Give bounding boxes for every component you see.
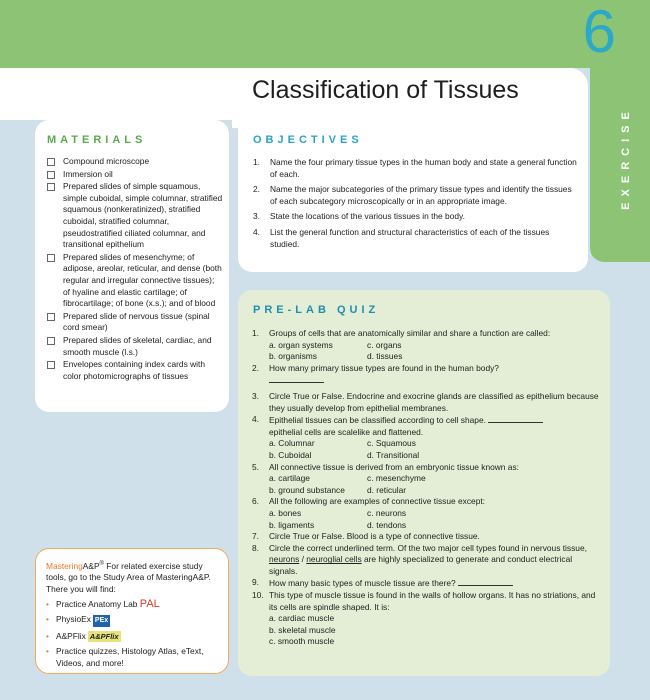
list-item: Compound microscope — [47, 156, 223, 168]
quiz-question-3: 3. Circle True or False. Endocrine and exocrine glands are classified as epithelium because they usually develop from epithelial membranes. — [252, 390, 599, 413]
quiz-options-1: a. organ systems c. organs b. organisms d. tissues — [269, 339, 403, 362]
list-item[interactable]: • A&PFlix A&PFlix — [46, 630, 119, 641]
answer-blank[interactable] — [269, 374, 324, 383]
objectives-heading: OBJECTIVES — [253, 134, 363, 146]
objectives-list — [253, 157, 578, 254]
materials-heading: MATERIALS — [47, 134, 147, 146]
materials-box — [35, 120, 229, 412]
page-title: Classification of Tissues — [252, 76, 519, 104]
quiz-question-6: 6. All the following are examples of connective tissue except: — [252, 496, 486, 507]
bullet-icon: • — [46, 646, 49, 657]
prelab-quiz-box — [238, 290, 610, 676]
list-item: 4. List the general function and structural characteristics of each of the tissues studied. — [253, 226, 550, 249]
quiz-option: b. skeletal muscle — [269, 624, 336, 635]
quiz-question-10: 10. This type of muscle tissue is found in the walls of hollow organs. It has no striations, and its cells are spindle shaped. It is: — [252, 590, 596, 612]
list-item: 2. Name the major subcategories of the primary tissue types and identify the tissues of each subcategory microscopically or in an appropriate image. — [253, 184, 572, 206]
list-item[interactable]: • PhysioEx PEx — [46, 614, 222, 626]
quiz-question-2: 2. How many primary tissue types are found in the human body? — [252, 362, 499, 373]
list-item: 3. State the locations of the various tissues in the body. — [253, 211, 465, 222]
list-item: Immersion oil — [47, 169, 223, 181]
bullet-icon: • — [46, 599, 49, 609]
quiz-options-5: a. cartilage c. mesenchyme b. ground substance d. reticular — [269, 473, 426, 495]
bullet-icon: • — [46, 630, 49, 641]
mastering-list — [46, 599, 222, 673]
checkbox[interactable] — [47, 337, 55, 345]
quiz-question-5: 5. All connective tissue is derived from an embryonic tissue known as: — [252, 461, 519, 472]
quiz-heading: PRE-LAB QUIZ — [253, 304, 380, 316]
materials-list — [47, 156, 223, 383]
quiz-question-4: 4. Epithelial tissues can be classified according to cell shape. epithelial cells are scalelike and flattened. — [252, 414, 602, 438]
apflix-logo: A&PFlix — [89, 631, 119, 641]
quiz-options-4: a. Columnar c. Squamous b. Cuboidal d. Transitional — [269, 438, 420, 460]
header-band — [0, 0, 650, 68]
quiz-option: a. cardiac muscle — [269, 613, 335, 624]
checkbox[interactable] — [47, 361, 55, 369]
pex-logo: PEx — [93, 615, 110, 626]
quiz-question-1: 1. Groups of cells that are anatomically similar and share a function are called: — [252, 328, 551, 338]
checkbox[interactable] — [47, 254, 55, 262]
checkbox[interactable] — [47, 158, 55, 166]
exercise-label — [612, 70, 640, 245]
quiz-options-6: a. bones c. neurons b. ligaments d. tendons — [269, 507, 407, 530]
list-item[interactable]: • Practice quizzes, Histology Atlas, eText, Videos, and more! — [46, 646, 204, 668]
quiz-question-7: 7. Circle True or False. Blood is a type of connective tissue. — [252, 531, 480, 542]
list-item: 1. Name the four primary tissue types in the human body and state a general function of each. — [253, 157, 577, 179]
list-item: Prepared slides of mesenchyme; of adipose, areolar, reticular, and dense (both regular and irregular connective tissues); of hyaline and elastic cartilage; of fibrocartilage; of bone (x.s.); and of blood — [47, 252, 223, 310]
answer-blank[interactable] — [458, 577, 513, 586]
list-item: Prepared slide of nervous tissue (spinal cord smear) — [47, 311, 223, 334]
list-item: Prepared slides of skeletal, cardiac, and smooth muscle (l.s.) — [47, 335, 223, 358]
mastering-ap-box — [35, 548, 229, 674]
list-item: Prepared slides of simple squamous, simple cuboidal, simple columnar, stratified squamous (nonkeratinized), stratified cuboidal, stratified columnar, pseudostratified ciliated columnar, and transitional epithelium — [47, 181, 223, 251]
checkbox[interactable] — [47, 171, 55, 179]
bullet-icon: • — [46, 614, 49, 625]
checkbox[interactable] — [47, 313, 55, 321]
quiz-option: c. smooth muscle — [269, 636, 335, 647]
list-item[interactable]: • Practice Anatomy Lab PAL — [46, 598, 160, 610]
objectives-box — [238, 120, 588, 272]
pal-logo: PAL — [139, 598, 160, 610]
quiz-questions — [252, 328, 602, 648]
exercise-word: EXERCISE — [620, 105, 633, 210]
exercise-number: 6 — [582, 0, 616, 65]
list-item: Envelopes containing index cards with color photomicrographs of tissues — [47, 359, 223, 382]
mastering-intro: MasteringA&P® For related exercise study tools, go to the Study Area of MasteringA&P. There you will find: — [46, 560, 211, 594]
mastering-brand: Mastering — [46, 560, 83, 571]
checkbox[interactable] — [47, 183, 55, 191]
quiz-question-8: 8. Circle the correct underlined term. Of the two major cell types found in nervous tissue, neurons / neuroglial cells are highly specialized to generate and conduct electrical signals. — [252, 542, 587, 576]
quiz-question-9: 9. How many basic types of muscle tissue are there? — [252, 577, 602, 590]
answer-blank[interactable] — [488, 414, 543, 423]
